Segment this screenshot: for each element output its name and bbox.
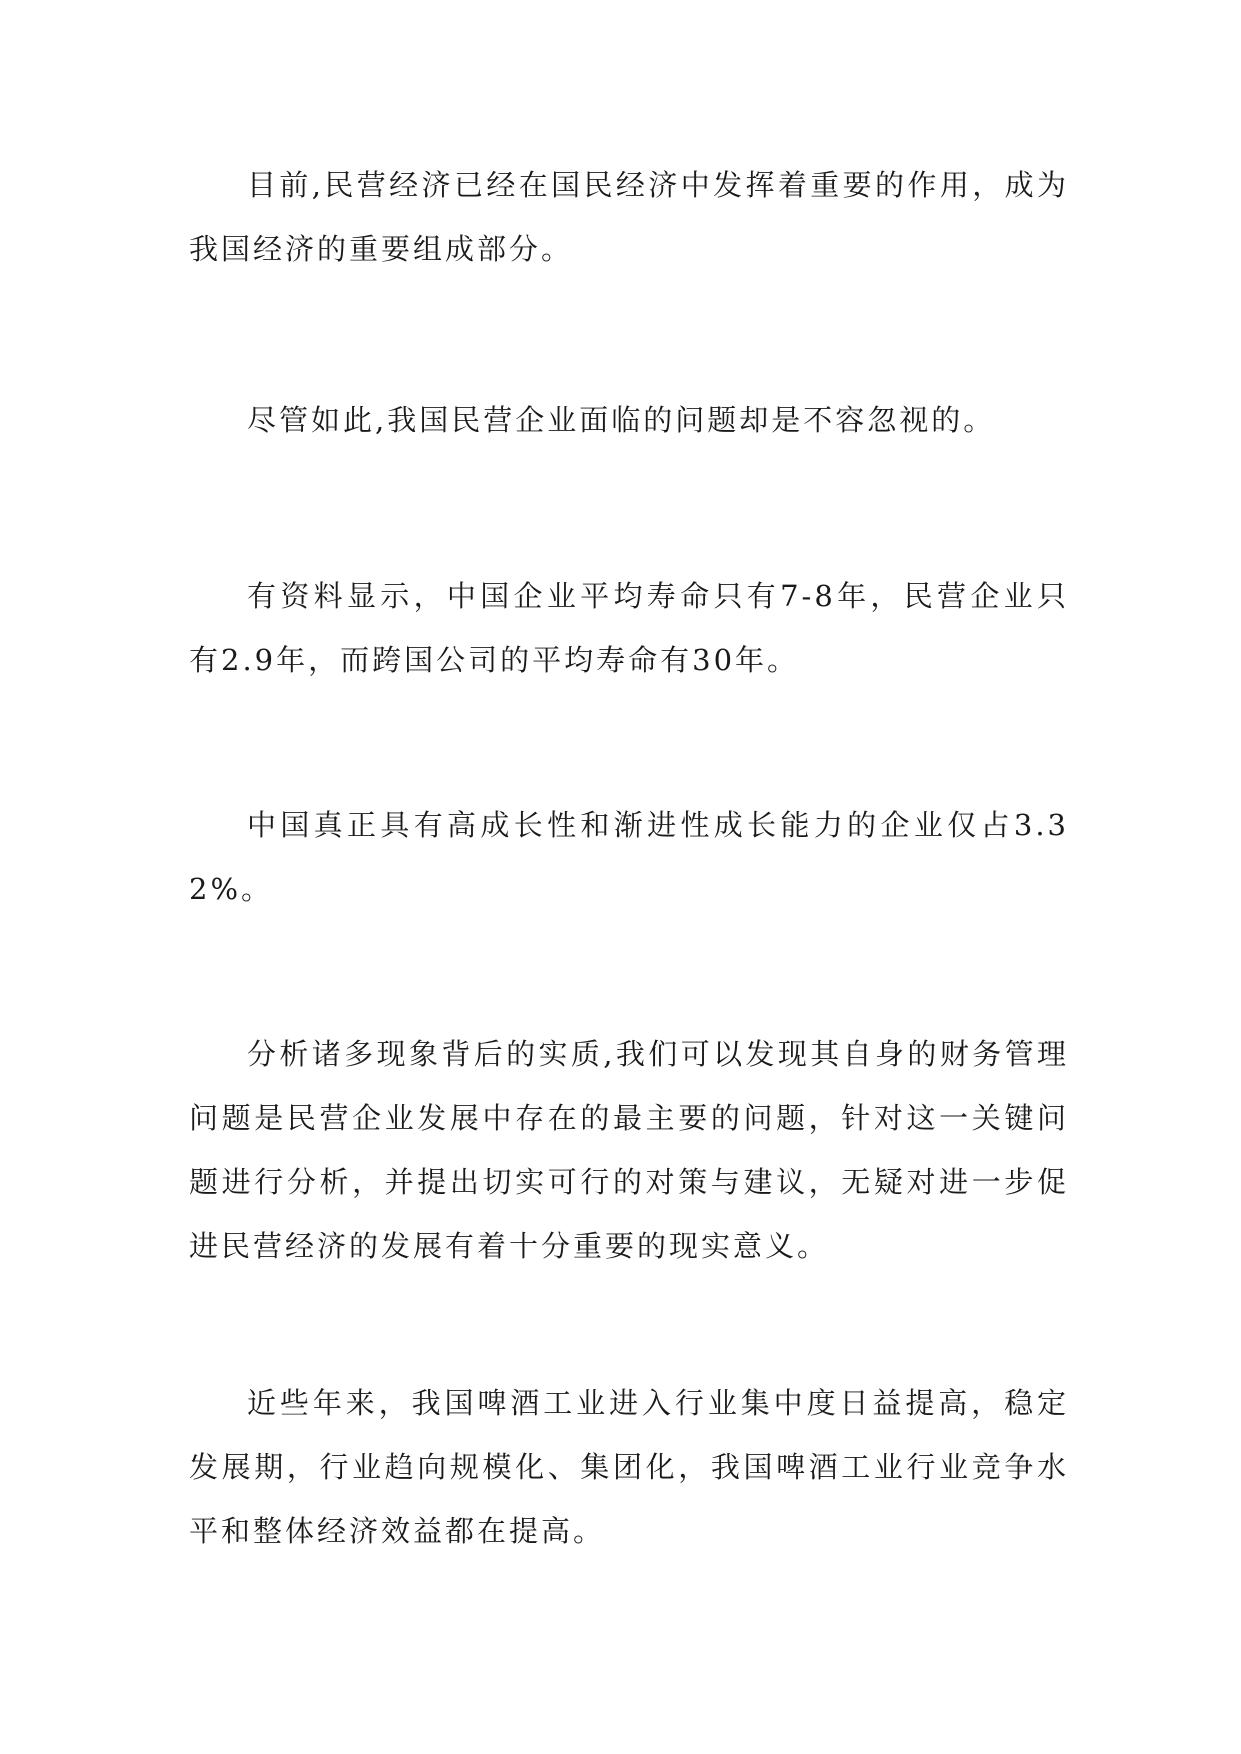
paragraph-problems-not-ignored: 尽管如此,我国民营企业面临的问题却是不容忽视的。 [247, 403, 996, 437]
paragraph-private-economy-role: 目前,民营经济已经在国民经济中发挥着重要的作用，成为我国经济的重要组成部分。 [189, 168, 1069, 266]
paragraph-enterprise-lifespan: 有资料显示，中国企业平均寿命只有7-8年，民营企业只有2.9年，而跨国公司的平均寿命有30年。 [189, 579, 1069, 677]
paragraph-growth-capability: 中国真正具有高成长性和渐进性成长能力的企业仅占3.32%。 [189, 808, 1069, 906]
paragraph-financial-management-analysis: 分析诸多现象背后的实质,我们可以发现其自身的财务管理问题是民营企业发展中存在的最主要的问题，针对这一关键问题进行分析，并提出切实可行的对策与建议，无疑对进一步促进民营经济的发展有着十分重要的现实意义。 [189, 1037, 1069, 1263]
paragraph-beer-industry: 近些年来，我国啤酒工业进入行业集中度日益提高，稳定发展期，行业趋向规模化、集团化，我国啤酒工业行业竞争水平和整体经济效益都在提高。 [189, 1386, 1069, 1548]
